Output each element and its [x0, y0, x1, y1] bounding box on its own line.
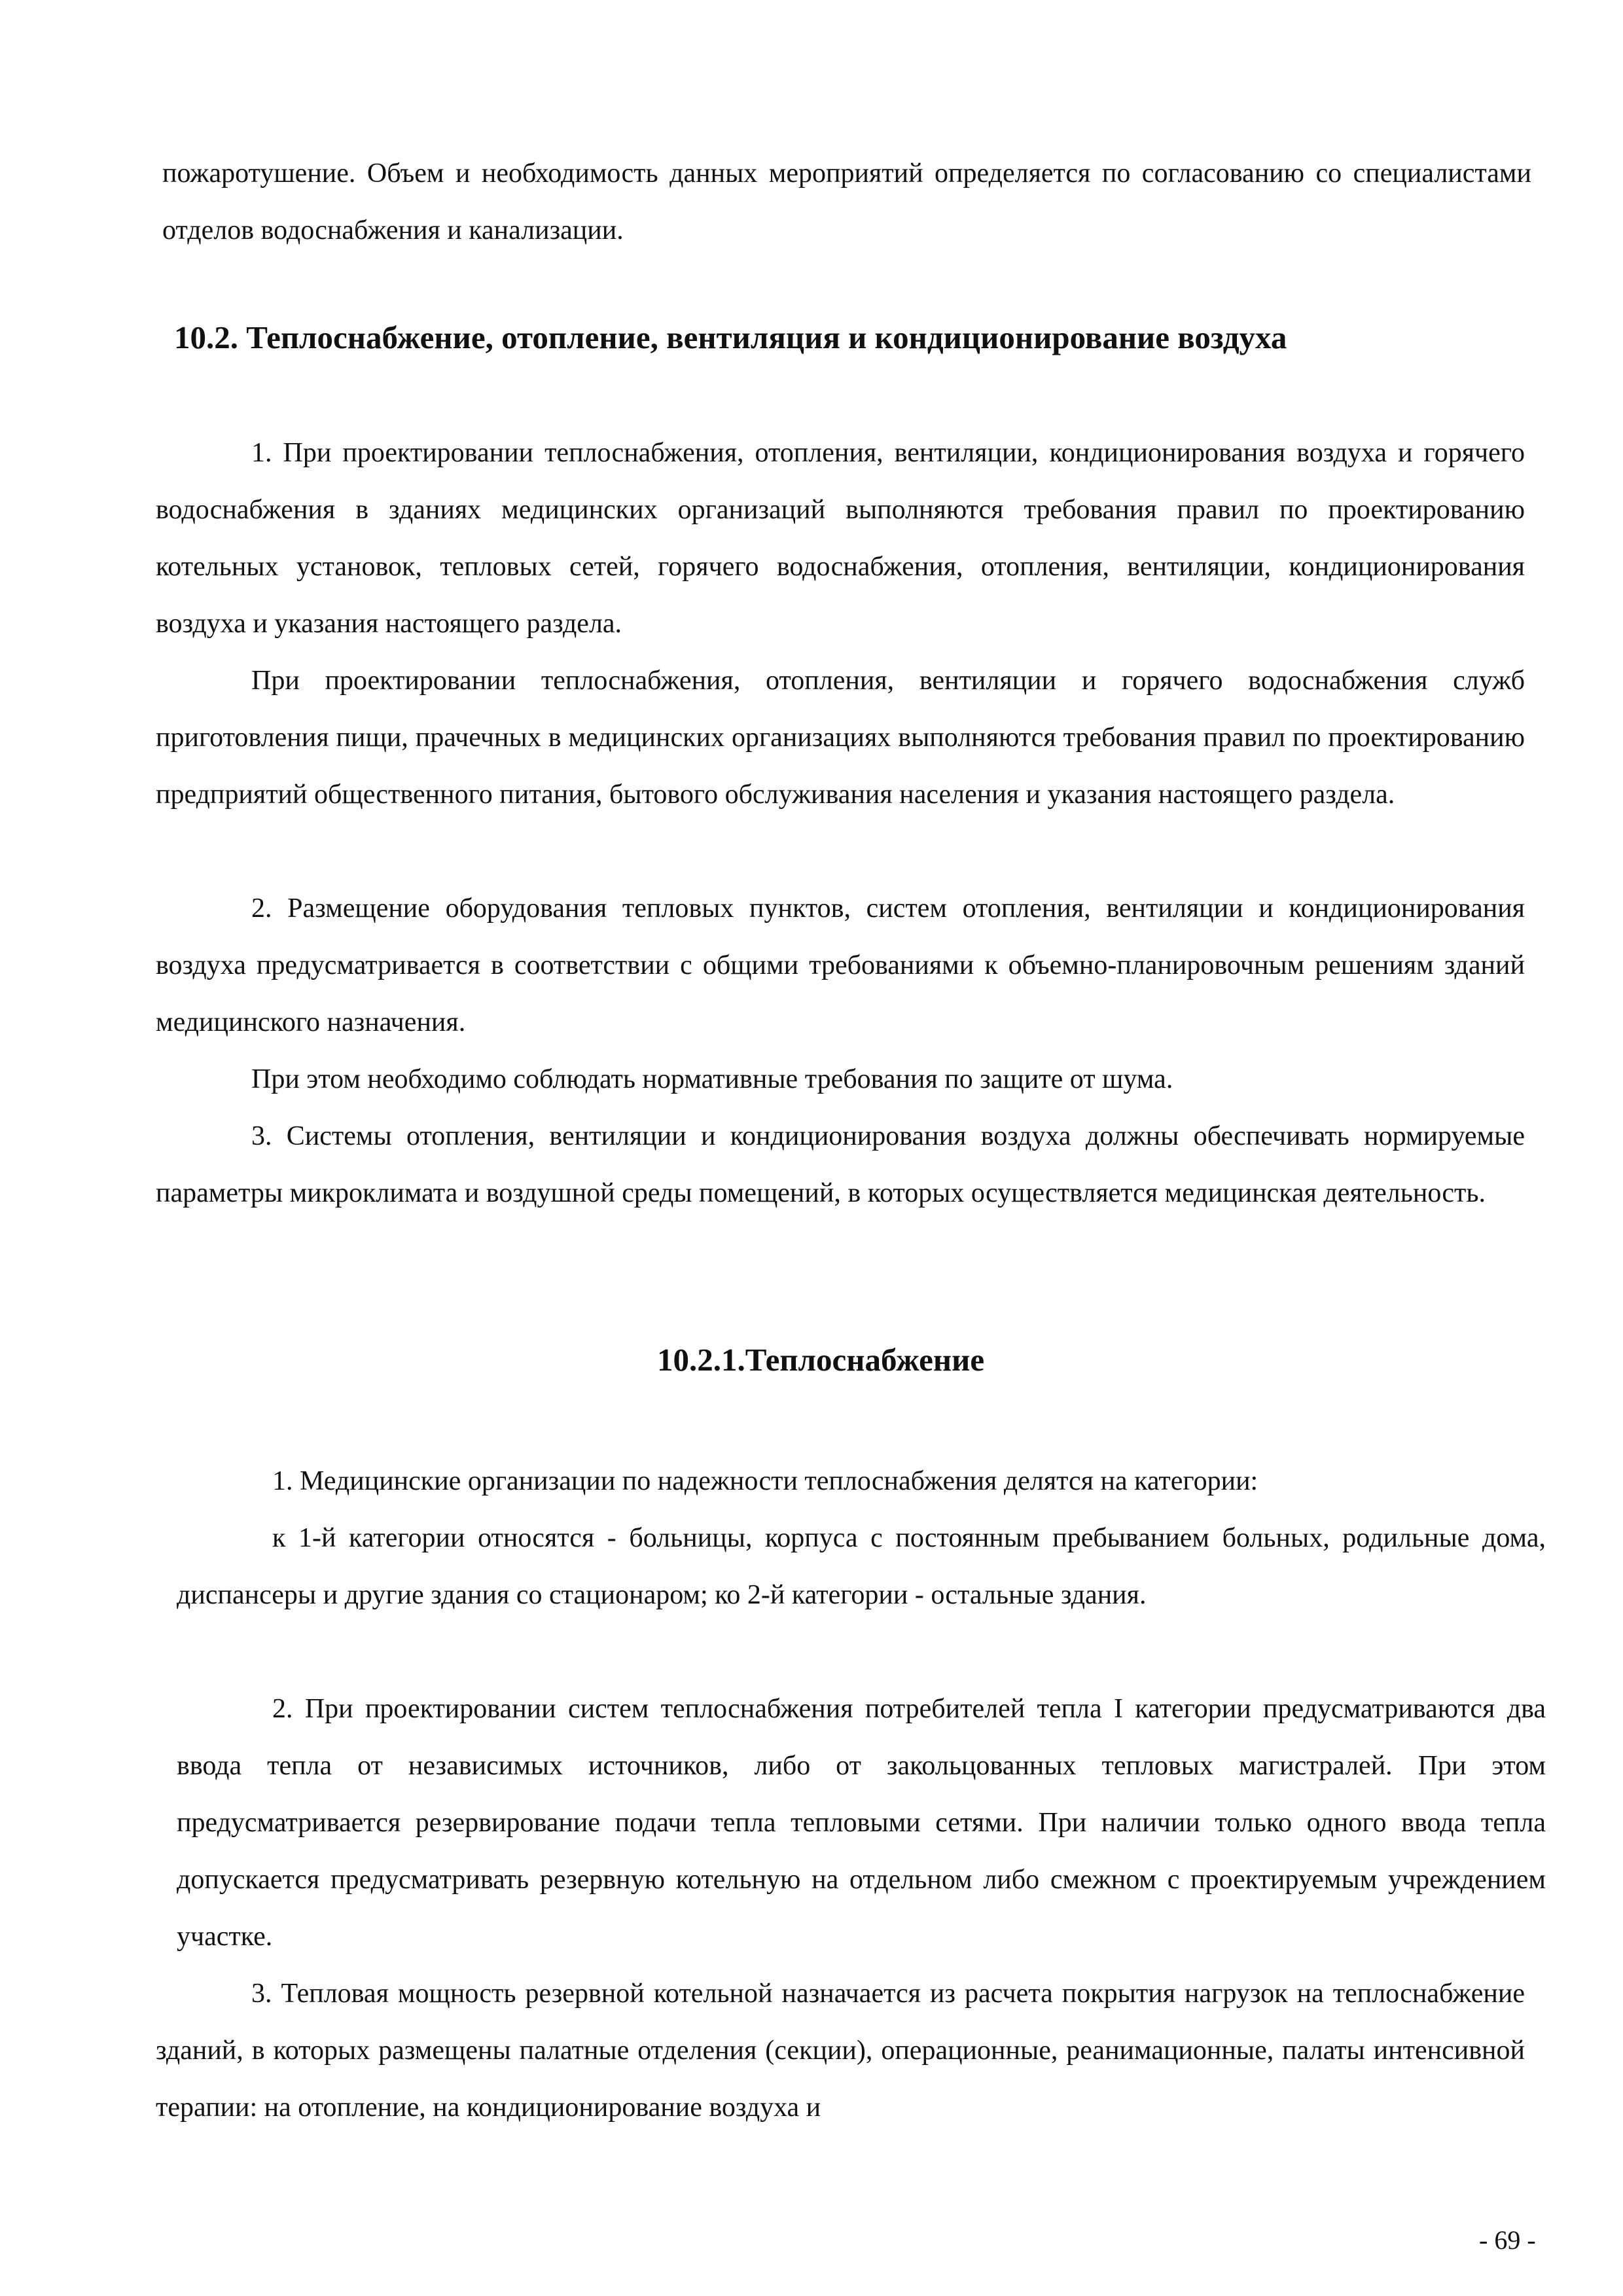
- subsection-paragraph-2: к 1-й категории относятся - больницы, корпуса с постоянным пребыванием больных, родильные дома, диспансеры и другие здания со стационаром; ко 2-й категории - остальные здания.: [177, 1523, 1546, 1610]
- section-paragraph-5: 3. Системы отопления, вентиляции и кондиционирования воздуха должны обеспечивать нормируемые параметры микроклимата и воздушной среды помещений, в которых осуществляется медицинская деятельность.: [156, 1121, 1525, 1208]
- section-paragraph-2: При проектировании теплоснабжения, отопления, вентиляции и горячего водоснабжения служб приготовления пищи, прачечных в медицинских организациях выполняются требования правил по проектированию предприятий общественного питания, бытового обслуживания населения и указания настоящего раздела.: [156, 666, 1525, 810]
- page-number: - 69 -: [1479, 2225, 1536, 2255]
- opening-paragraph: пожаротушение. Объем и необходимость данных мероприятий определяется по согласованию со специалистами отделов водоснабжения и канализации.: [162, 158, 1531, 245]
- subsection-heading: 10.2.1.Теплоснабжение: [657, 1342, 985, 1378]
- subsection-paragraph-1: 1. Медицинские организации по надежности теплоснабжения делятся на категории:: [272, 1466, 1258, 1496]
- section-paragraph-4: При этом необходимо соблюдать нормативные требования по защите от шума.: [251, 1064, 1173, 1094]
- section-paragraph-3: 2. Размещение оборудования тепловых пунктов, систем отопления, вентиляции и кондиционирования воздуха предусматривается в соответствии с общими требованиями к объемно-планировочным решениям зданий медицинского назначения.: [156, 893, 1525, 1037]
- subsection-paragraph-3: 2. При проектировании систем теплоснабжения потребителей тепла I категории предусматриваются два ввода тепла от независимых источников, либо от закольцованных тепловых магистралей. При этом предусматривается резервирование подачи тепла тепловыми сетями. При наличии только одного ввода тепла допускается предусматривать резервную котельную на отдельном либо смежном с проектируемым учреждением участке.: [177, 1694, 1546, 1952]
- section-heading: 10.2. Теплоснабжение, отопление, вентиляция и кондиционирование воздуха: [174, 319, 1287, 355]
- subsection-paragraph-4: 3. Тепловая мощность резервной котельной назначается из расчета покрытия нагрузок на теплоснабжение зданий, в которых размещены палатные отделения (секции), операционные, реанимационные, палаты интенсивной терапии: на отопление, на кондиционирование воздуха и: [156, 1979, 1525, 2123]
- section-paragraph-1: 1. При проектировании теплоснабжения, отопления, вентиляции, кондиционирования воздуха и горячего водоснабжения в зданиях медицинских организаций выполняются требования правил по проектированию котельных установок, тепловых сетей, горячего водоснабжения, отопления, вентиляции, кондиционирования воздуха и указания настоящего раздела.: [156, 438, 1525, 639]
